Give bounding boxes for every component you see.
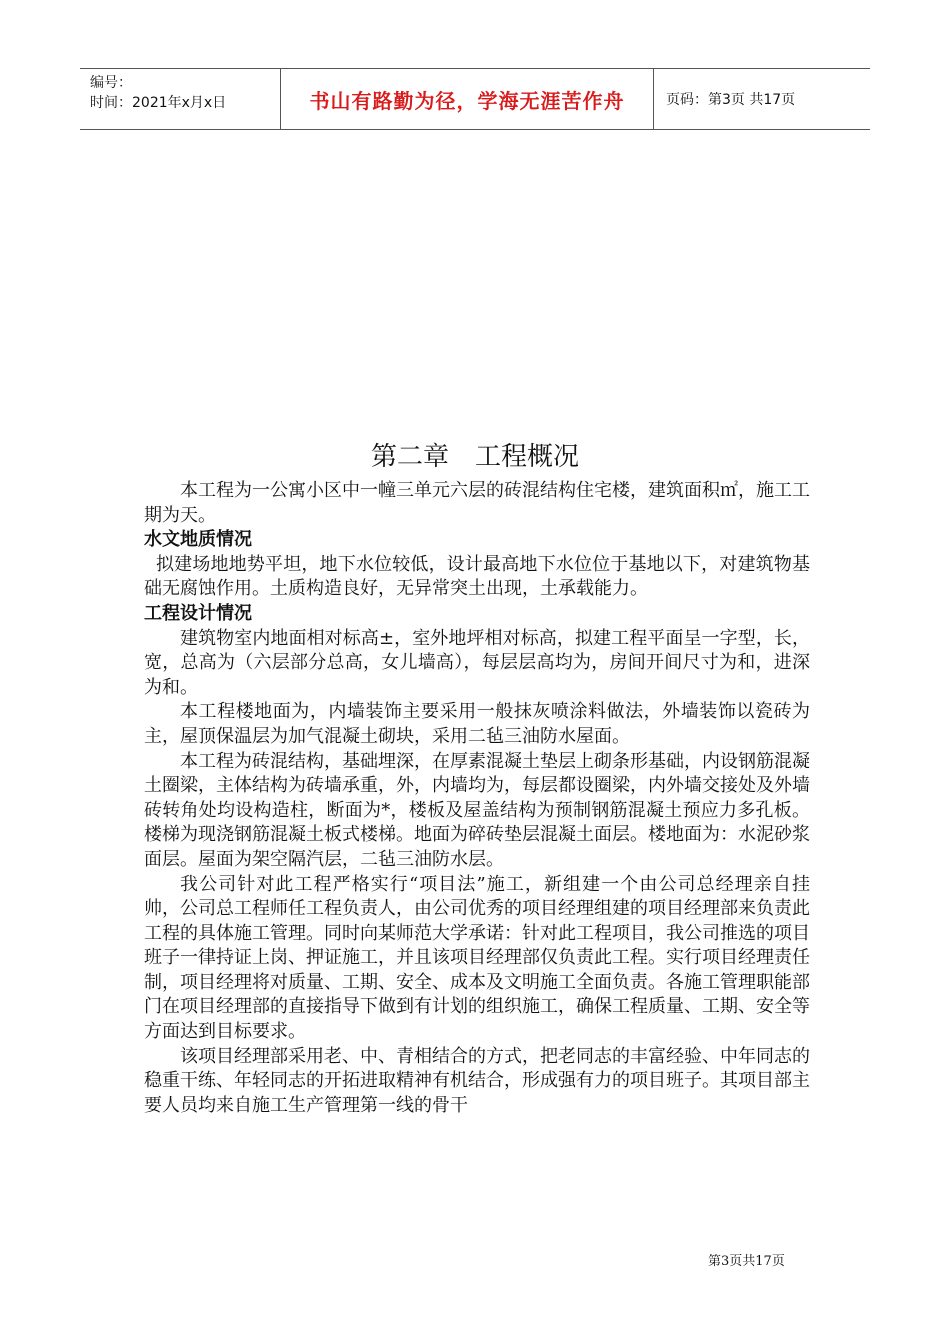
document-body	[144, 479, 810, 1118]
document-number-label: 编号：	[90, 75, 132, 91]
section-heading-design: 工程设计情况	[144, 602, 252, 624]
document-time-label: 时间：2021年x月x日	[90, 95, 227, 111]
header-motto: 书山有路勤为径，学海无涯苦作舟	[280, 69, 654, 129]
paragraph-design-finishes: 本工程楼地面为，内墙装饰主要采用一般抹灰喷涂料做法，外墙装饰以瓷砖为主，屋顶保温层为加气混凝土砌块，采用二毡三油防水屋面。	[144, 701, 810, 747]
header-page-code: 页码：第3页 共17页	[666, 92, 796, 108]
paragraph-project-team: 该项目经理部采用老、中、青相结合的方式，把老同志的丰富经验、中年同志的稳重干练、年轻同志的开拓进取精神有机结合，形成强有力的项目班子。其项目部主要人员均来自施工生产管理第一线的骨干	[144, 1045, 810, 1116]
page-footer: 第3页共17页	[708, 1254, 785, 1269]
paragraph-project-method: 我公司针对此工程严格实行“项目法”施工，新组建一个由公司总经理亲自挂帅，公司总工程师任工程负责人，由公司优秀的项目经理组建的项目经理部来负责此工程的具体施工管理。同时向某师范大学承诺：针对此工程项目，我公司推选的项目班子一律持证上岗、押证施工，并且该项目经理部仅负责此工程。实行项目经理责任制，项目经理将对质量、工期、安全、成本及文明施工全面负责。各施工管理职能部门在项目经理部的直接指导下做到有计划的组织施工，确保工程质量、工期、安全等方面达到目标要求。	[144, 873, 810, 1043]
paragraph-overview: 本工程为一公寓小区中一幢三单元六层的砖混结构住宅楼，建筑面积㎡，施工工期为天。	[144, 480, 810, 526]
section-heading-hydrogeology: 水文地质情况	[144, 529, 252, 551]
page-header	[80, 68, 870, 130]
paragraph-design-elevation: 建筑物室内地面相对标高±，室外地坪相对标高，拟建工程平面呈一字型，长，宽，总高为（六层部分总高，女儿墙高），每层层高均为，房间开间尺寸为和，进深为和。	[144, 627, 810, 698]
header-meta	[90, 73, 226, 113]
chapter-title: 第二章 工程概况	[370, 442, 579, 472]
paragraph-hydrogeology: 拟建场地地势平坦，地下水位较低，设计最高地下水位位于基地以下，对建筑物基础无腐蚀作用。土质构造良好，无异常突土出现，土承载能力。	[144, 553, 810, 600]
paragraph-design-structure: 本工程为砖混结构，基础埋深，在厚素混凝土垫层上砌条形基础，内设钢筋混凝土圈梁，主体结构为砖墙承重，外，内墙均为，每层都设圈梁，内外墙交接处及外墙砖转角处均设构造柱，断面为*，楼板及屋盖结构为预制钢筋混凝土预应力多孔板。楼梯为现浇钢筋混凝土板式楼梯。地面为碎砖垫层混凝土面层。楼地面为：水泥砂浆面层。屋面为架空隔汽层，二毡三油防水层。	[144, 750, 810, 870]
